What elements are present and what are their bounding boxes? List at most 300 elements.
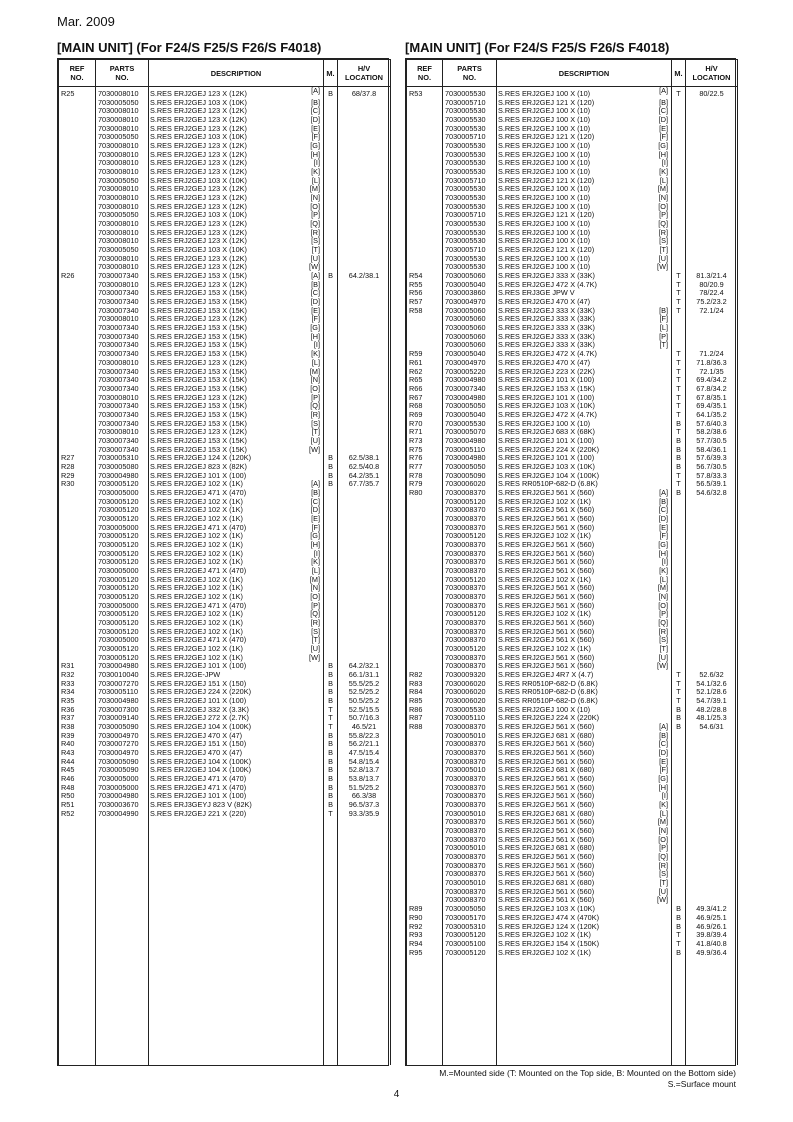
parts-no: 7030008370 bbox=[443, 749, 497, 758]
mounted-side bbox=[672, 116, 686, 125]
type-code: S.RES bbox=[498, 211, 520, 220]
description bbox=[497, 758, 672, 767]
description bbox=[497, 662, 672, 671]
description bbox=[149, 732, 324, 741]
variant-code: [G] bbox=[310, 532, 320, 541]
table-row bbox=[407, 385, 738, 394]
mounted-side bbox=[324, 619, 338, 628]
part-value: ERJ2GEJ 123 X (12K) bbox=[173, 358, 247, 367]
hv-location bbox=[338, 255, 391, 264]
parts-no: 7030008370 bbox=[443, 853, 497, 862]
description bbox=[497, 281, 672, 290]
description bbox=[149, 654, 324, 663]
variant-code: [M] bbox=[657, 185, 668, 194]
parts-no: 7030005170 bbox=[443, 914, 497, 923]
parts-no: 7030008370 bbox=[443, 870, 497, 879]
mounted-side bbox=[672, 818, 686, 827]
part-value: ERJ2GEJ 471 X (470) bbox=[173, 783, 247, 792]
variant-code: [N] bbox=[310, 376, 320, 385]
mounted-side bbox=[672, 324, 686, 333]
variant-code: [E] bbox=[311, 514, 320, 523]
table-row bbox=[59, 125, 391, 134]
mounted-side bbox=[324, 541, 338, 550]
part-value: ERJ2GEJ 561 X (560) bbox=[521, 757, 595, 766]
table-row bbox=[59, 133, 391, 142]
type-code: S.RES bbox=[150, 228, 172, 237]
mounted-side: T bbox=[672, 376, 686, 385]
table-row bbox=[59, 168, 391, 177]
mounted-side bbox=[672, 602, 686, 611]
parts-no: 7030005110 bbox=[443, 446, 497, 455]
type-code: S.RES bbox=[498, 540, 520, 549]
type-code: S.RES bbox=[150, 116, 172, 125]
description bbox=[149, 428, 324, 437]
part-value: ERJ2GEJ 561 X (560) bbox=[521, 749, 595, 758]
mounted-side bbox=[672, 515, 686, 524]
ref-no: R66 bbox=[407, 385, 443, 394]
mounted-side: B bbox=[672, 914, 686, 923]
description bbox=[497, 723, 672, 732]
mounted-side bbox=[324, 506, 338, 515]
parts-no: 7030005530 bbox=[443, 151, 497, 160]
part-value: ERJ2GEJ 561 X (560) bbox=[521, 566, 595, 575]
description bbox=[149, 255, 324, 264]
part-value: ERJ2GEJ 470 X (47) bbox=[173, 731, 243, 740]
type-code: S.RES bbox=[150, 298, 172, 307]
hv-location bbox=[338, 654, 391, 663]
part-value: ERJ2GEJ 333 X (33K) bbox=[521, 341, 595, 350]
parts-no: 7030005530 bbox=[443, 420, 497, 429]
table-row bbox=[407, 394, 738, 403]
ref-no bbox=[407, 576, 443, 585]
description bbox=[497, 394, 672, 403]
parts-no: 7030005710 bbox=[443, 211, 497, 220]
type-code: S.RES bbox=[498, 376, 520, 385]
table-row bbox=[407, 706, 738, 715]
description bbox=[149, 515, 324, 524]
description bbox=[497, 263, 672, 272]
mounted-side: B bbox=[324, 480, 338, 489]
variant-code: [D] bbox=[658, 514, 668, 523]
parts-no: 7030006020 bbox=[443, 480, 497, 489]
hv-location: 57.8/33.3 bbox=[686, 472, 738, 481]
table-row bbox=[59, 203, 391, 212]
description bbox=[497, 142, 672, 151]
part-value: ERJ2GE-JPW bbox=[173, 671, 221, 680]
type-code: S.RES bbox=[498, 653, 520, 662]
table-row bbox=[407, 628, 738, 637]
hv-location bbox=[686, 541, 738, 550]
hv-location bbox=[686, 758, 738, 767]
description bbox=[497, 168, 672, 177]
ref-no bbox=[407, 784, 443, 793]
variant-code: [G] bbox=[310, 324, 320, 333]
part-value: ERJ2GEJ 123 X (12K) bbox=[173, 202, 247, 211]
type-code: S.RES bbox=[150, 775, 172, 784]
table-row bbox=[407, 541, 738, 550]
variant-code: [N] bbox=[658, 827, 668, 836]
table-row bbox=[407, 923, 738, 932]
ref-no bbox=[59, 341, 96, 350]
ref-no bbox=[59, 532, 96, 541]
table-row bbox=[59, 645, 391, 654]
mounted-side bbox=[324, 107, 338, 116]
part-value: ERJ2GEJ 101 X (100) bbox=[173, 471, 247, 480]
description bbox=[149, 558, 324, 567]
ref-no bbox=[59, 636, 96, 645]
type-code: S.RES bbox=[150, 731, 172, 740]
mounted-side bbox=[324, 446, 338, 455]
ref-no bbox=[407, 888, 443, 897]
type-code: S.RES bbox=[498, 124, 520, 133]
ref-no bbox=[407, 237, 443, 246]
part-value: ERJ2GEJ 102 X (1K) bbox=[173, 584, 243, 593]
mounted-side bbox=[324, 246, 338, 255]
ref-no bbox=[407, 99, 443, 108]
part-value: ERJ3GE JPW V bbox=[521, 289, 575, 298]
mounted-side: T bbox=[672, 428, 686, 437]
mounted-side bbox=[672, 801, 686, 810]
variant-code: [W] bbox=[309, 445, 320, 454]
hv-location bbox=[686, 619, 738, 628]
mounted-side bbox=[324, 402, 338, 411]
parts-no: 7030005050 bbox=[96, 133, 149, 142]
table-row bbox=[59, 211, 391, 220]
table-row bbox=[407, 315, 738, 324]
description bbox=[149, 177, 324, 186]
description bbox=[497, 714, 672, 723]
description bbox=[149, 289, 324, 298]
mounted-side bbox=[324, 576, 338, 585]
type-code: S.RES bbox=[150, 749, 172, 758]
table-row bbox=[407, 350, 738, 359]
description bbox=[149, 706, 324, 715]
hv-location bbox=[338, 368, 391, 377]
mounted-side: T bbox=[672, 368, 686, 377]
table-row bbox=[59, 437, 391, 446]
ref-no: R55 bbox=[407, 281, 443, 290]
ref-no bbox=[407, 116, 443, 125]
part-value: ERJ2GEJ 104 X (100K) bbox=[173, 757, 251, 766]
mounted-side bbox=[324, 159, 338, 168]
type-code: S.RES bbox=[150, 766, 172, 775]
part-value: ERJ2GEJ 123 X (12K) bbox=[173, 254, 247, 263]
parts-no: 7030003670 bbox=[96, 801, 149, 810]
mounted-side: B bbox=[324, 766, 338, 775]
table-row bbox=[407, 697, 738, 706]
variant-code: [B] bbox=[311, 488, 320, 497]
mounted-side bbox=[324, 610, 338, 619]
ref-no: R29 bbox=[59, 472, 96, 481]
hv-location: 41.8/40.8 bbox=[686, 940, 738, 949]
table-row bbox=[59, 480, 391, 489]
ref-no: R31 bbox=[59, 662, 96, 671]
table-row bbox=[407, 272, 738, 281]
type-code: S.RES bbox=[498, 436, 520, 445]
hv-location: 57.6/39.3 bbox=[686, 454, 738, 463]
type-code: S.RES bbox=[498, 801, 520, 810]
parts-no: 7030005120 bbox=[443, 931, 497, 940]
ref-no: R86 bbox=[407, 706, 443, 715]
part-value: ERJ2GEJ 561 X (560) bbox=[521, 861, 595, 870]
mounted-side: B bbox=[324, 272, 338, 281]
mounted-side bbox=[672, 784, 686, 793]
hv-location: 64.1/35.2 bbox=[686, 411, 738, 420]
mounted-side bbox=[324, 255, 338, 264]
ref-no bbox=[407, 107, 443, 116]
parts-no: 7030005060 bbox=[443, 307, 497, 316]
ref-no bbox=[407, 636, 443, 645]
mounted-side: B bbox=[672, 949, 686, 958]
mounted-side bbox=[672, 237, 686, 246]
part-value: ERJ2GEJ 123 X (12K) bbox=[173, 194, 247, 203]
parts-no: 7030008370 bbox=[443, 758, 497, 767]
ref-no bbox=[407, 870, 443, 879]
part-value: ERJ2GEJ 153 X (15K) bbox=[173, 367, 247, 376]
mounted-side bbox=[324, 194, 338, 203]
ref-no: R95 bbox=[407, 949, 443, 958]
ref-no bbox=[59, 376, 96, 385]
description bbox=[497, 619, 672, 628]
mounted-side bbox=[324, 333, 338, 342]
variant-code: [K] bbox=[659, 801, 668, 810]
description bbox=[149, 87, 324, 99]
variant-code: [C] bbox=[310, 497, 320, 506]
hv-location bbox=[686, 636, 738, 645]
ref-no bbox=[407, 801, 443, 810]
table-row bbox=[407, 949, 738, 958]
description bbox=[497, 203, 672, 212]
ref-no-header: REF NO. bbox=[59, 60, 96, 87]
variant-code: [C] bbox=[658, 506, 668, 515]
type-code: S.RES bbox=[498, 922, 520, 931]
type-code: S.RES bbox=[150, 549, 172, 558]
variant-code: [D] bbox=[310, 116, 320, 125]
part-value: ERJ2GEJ 100 X (10) bbox=[521, 142, 591, 151]
parts-no: 7030005000 bbox=[96, 636, 149, 645]
type-code: S.RES bbox=[150, 142, 172, 151]
table-row bbox=[407, 463, 738, 472]
part-value: ERJ2GEJ 561 X (560) bbox=[521, 792, 595, 801]
hv-location bbox=[338, 541, 391, 550]
type-code: S.RES bbox=[150, 688, 172, 697]
type-code: S.RES bbox=[150, 801, 172, 810]
part-value: ERJ2GEJ 123 X (12K) bbox=[173, 263, 247, 272]
table-row bbox=[407, 446, 738, 455]
hv-location: 58.2/38.6 bbox=[686, 428, 738, 437]
parts-no: 7030008370 bbox=[443, 593, 497, 602]
page-date: Mar. 2009 bbox=[57, 14, 115, 29]
table-row bbox=[59, 740, 391, 749]
type-code: S.RES bbox=[498, 367, 520, 376]
variant-code: [T] bbox=[311, 246, 320, 255]
part-value: ERJ2GEJ 121 X (120) bbox=[521, 133, 595, 142]
hv-location: 64.2/35.1 bbox=[338, 472, 391, 481]
part-value: ERJ2GEJ 561 X (560) bbox=[521, 783, 595, 792]
parts-no: 7030005100 bbox=[443, 940, 497, 949]
mounted-side bbox=[672, 498, 686, 507]
hv-location bbox=[338, 341, 391, 350]
part-value: ERJ2GEJ 123 X (12K) bbox=[173, 228, 247, 237]
part-value: ERJ2GEJ 102 X (1K) bbox=[173, 480, 243, 489]
type-code: S.RES bbox=[498, 948, 520, 957]
parts-no: 7030005110 bbox=[96, 688, 149, 697]
part-value: ERJ2GEJ 102 X (1K) bbox=[173, 618, 243, 627]
ref-no: R82 bbox=[407, 671, 443, 680]
ref-no bbox=[407, 818, 443, 827]
ref-no bbox=[407, 766, 443, 775]
hv-location: 62.5/40.8 bbox=[338, 463, 391, 472]
parts-no: 7030008010 bbox=[96, 220, 149, 229]
parts-no: 7030005530 bbox=[443, 116, 497, 125]
variant-code: [G] bbox=[658, 775, 668, 784]
hv-location bbox=[338, 628, 391, 637]
ref-no bbox=[407, 844, 443, 853]
mounted-side bbox=[324, 602, 338, 611]
ref-no: R26 bbox=[59, 272, 96, 281]
part-value: ERJ2GEJ 470 X (47) bbox=[521, 358, 591, 367]
part-value: ERJ2GEJ 123 X (12K) bbox=[173, 89, 247, 98]
ref-no bbox=[407, 341, 443, 350]
part-value: ERJ2GEJ 123 X (12K) bbox=[173, 315, 247, 324]
type-code: S.RES bbox=[498, 523, 520, 532]
part-value: ERJ3GEYJ 823 V (82K) bbox=[173, 801, 252, 810]
mounted-side: B bbox=[672, 446, 686, 455]
table-row bbox=[407, 307, 738, 316]
ref-no bbox=[59, 333, 96, 342]
ref-no bbox=[407, 732, 443, 741]
table-row bbox=[59, 636, 391, 645]
mounted-side bbox=[324, 289, 338, 298]
hv-location bbox=[338, 558, 391, 567]
parts-no: 7030007340 bbox=[96, 437, 149, 446]
type-code: S.RES bbox=[498, 142, 520, 151]
type-code: S.RES bbox=[150, 194, 172, 203]
type-code: S.RES bbox=[498, 488, 520, 497]
type-code: S.RES bbox=[498, 558, 520, 567]
type-code: S.RES bbox=[498, 480, 520, 489]
parts-no: 7030005060 bbox=[443, 333, 497, 342]
variant-code: [T] bbox=[659, 645, 668, 653]
mounted-side bbox=[672, 255, 686, 264]
ref-no bbox=[59, 255, 96, 264]
parts-no: 7030008010 bbox=[96, 194, 149, 203]
table-row bbox=[59, 784, 391, 793]
part-value: RR0510P-682-D (6.8K) bbox=[521, 679, 598, 688]
part-value: ERJ2GEJ 561 X (560) bbox=[521, 801, 595, 810]
parts-no: 7030007340 bbox=[96, 341, 149, 350]
mounted-side bbox=[672, 836, 686, 845]
description bbox=[149, 402, 324, 411]
mounted-side bbox=[672, 896, 686, 905]
description bbox=[497, 446, 672, 455]
part-value: ERJ2GEJ 470 X (47) bbox=[173, 749, 243, 758]
type-code: S.RES bbox=[150, 705, 172, 714]
description bbox=[149, 151, 324, 160]
type-code: S.RES bbox=[150, 714, 172, 723]
type-code: S.RES bbox=[498, 263, 520, 272]
table-row bbox=[59, 237, 391, 246]
part-value: ERJ2GEJ 561 X (560) bbox=[521, 775, 595, 784]
hv-location bbox=[686, 645, 738, 654]
table-row bbox=[407, 298, 738, 307]
hv-location: 96.5/37.3 bbox=[338, 801, 391, 810]
part-value: ERJ2GEJ 823 X (82K) bbox=[173, 462, 247, 471]
mounted-side bbox=[672, 775, 686, 784]
part-value: ERJ2GEJ 681 X (680) bbox=[521, 844, 595, 853]
part-value: ERJ2GEJ 100 X (10) bbox=[521, 228, 591, 237]
table-row bbox=[407, 853, 738, 862]
table-row bbox=[59, 515, 391, 524]
ref-no: R79 bbox=[407, 480, 443, 489]
part-value: ERJ2GEJ 561 X (560) bbox=[521, 540, 595, 549]
description bbox=[149, 541, 324, 550]
ref-no bbox=[59, 541, 96, 550]
table-row bbox=[407, 107, 738, 116]
part-value: ERJ2GEJ 123 X (12K) bbox=[173, 124, 247, 133]
parts-no: 7030005530 bbox=[443, 263, 497, 272]
type-code: S.RES bbox=[150, 341, 172, 350]
table-row bbox=[407, 879, 738, 888]
variant-code: [G] bbox=[658, 142, 668, 151]
description bbox=[149, 203, 324, 212]
mounted-side bbox=[672, 333, 686, 342]
mounted-side: B bbox=[672, 437, 686, 446]
parts-no: 7030008010 bbox=[96, 142, 149, 151]
part-value: ERJ2GEJ 121 X (120) bbox=[521, 176, 595, 185]
description bbox=[497, 376, 672, 385]
hv-location bbox=[338, 411, 391, 420]
hv-location: 52.5/25.2 bbox=[338, 688, 391, 697]
description bbox=[149, 246, 324, 255]
variant-code: [B] bbox=[311, 280, 320, 289]
variant-code: [A] bbox=[659, 723, 668, 732]
variant-code: [Q] bbox=[658, 853, 668, 862]
ref-no: R34 bbox=[59, 688, 96, 697]
description bbox=[149, 411, 324, 420]
ref-no: R50 bbox=[59, 792, 96, 801]
parts-no: 7030008010 bbox=[96, 428, 149, 437]
ref-no bbox=[407, 133, 443, 142]
table-row bbox=[59, 498, 391, 507]
table-row bbox=[407, 255, 738, 264]
type-code: S.RES bbox=[498, 697, 520, 706]
part-value: ERJ2GEJ 224 X (220K) bbox=[173, 688, 251, 697]
hv-location bbox=[338, 289, 391, 298]
part-value: ERJ2GEJ 123 X (12K) bbox=[173, 237, 247, 246]
ref-no: R57 bbox=[407, 298, 443, 307]
parts-no: 7030007270 bbox=[96, 680, 149, 689]
mounted-side bbox=[672, 862, 686, 871]
ref-no bbox=[407, 151, 443, 160]
ref-no bbox=[407, 558, 443, 567]
ref-no: R73 bbox=[407, 437, 443, 446]
table-row bbox=[407, 324, 738, 333]
parts-no: 7030005530 bbox=[443, 87, 497, 99]
type-code: S.RES bbox=[498, 645, 520, 653]
type-code: S.RES bbox=[150, 445, 172, 454]
variant-code: [F] bbox=[311, 133, 320, 142]
description bbox=[497, 610, 672, 619]
part-value: ERJ2GEJ 101 X (100) bbox=[521, 376, 595, 385]
mounted-side bbox=[324, 628, 338, 637]
mounted-side bbox=[324, 368, 338, 377]
variant-code: [L] bbox=[659, 324, 668, 333]
mounted-side: B bbox=[672, 420, 686, 429]
parts-no: 7030005090 bbox=[96, 758, 149, 767]
parts-no: 7030008370 bbox=[443, 524, 497, 533]
description bbox=[497, 289, 672, 298]
